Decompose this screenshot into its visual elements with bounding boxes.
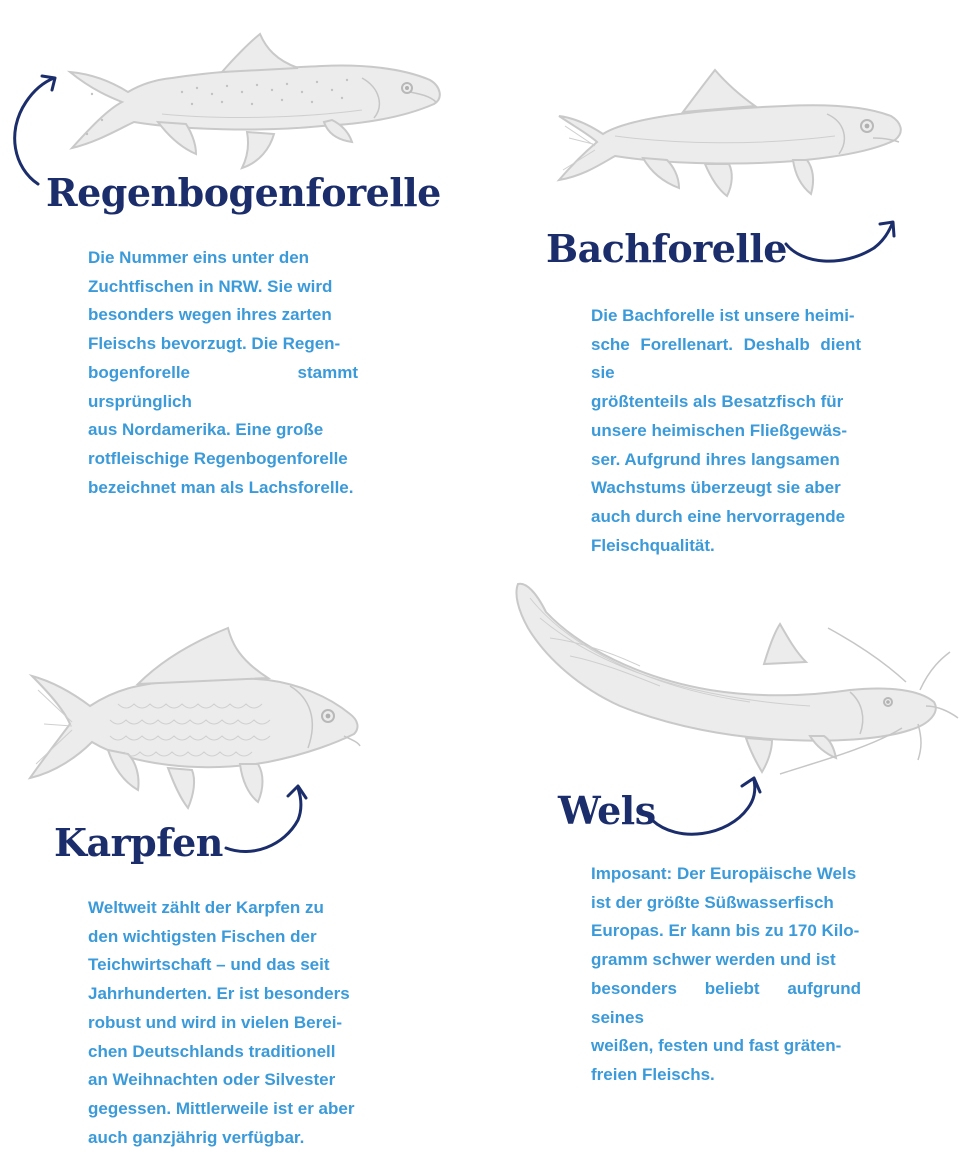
text-line: robust und wird in vielen Berei- [88,1012,343,1032]
text-line: unsere heimischen Fließgewäs- [591,420,848,440]
text-line: chen Deutschlands traditionell [88,1041,336,1061]
regenbogenforelle-heading: Regenbogenforelle [46,170,441,215]
text-line: ist der größte Süßwasserfisch [591,892,834,912]
curved-arrow-icon [222,780,312,860]
wels-description [591,860,861,1090]
text-line: besonders beliebt aufgrund seines [591,978,861,1027]
curved-arrow-icon [782,214,902,274]
text-line: den wichtigsten Fischen der [88,926,317,946]
text-line: Jahrhunderten. Er ist besonders [88,984,350,1004]
text-line: Zuchtfischen in NRW. Sie wird [88,276,333,296]
regenbogenforelle-description [88,244,358,502]
text-line: Fleischqualität. [591,535,715,555]
text-line: Teichwirtschaft – und das seit [88,955,330,975]
text-line: Wachstums überzeugt sie aber [591,478,841,498]
text-line: aus Nordamerika. Eine große [88,420,324,440]
text-line: an Weihnachten oder Silvester [88,1070,336,1090]
text-line: gegessen. Mittlerweile ist er aber [88,1098,355,1118]
text-line: Fleischs bevorzugt. Die Regen- [88,334,341,354]
bachforelle-description [591,302,861,560]
text-line: weißen, festen und fast gräten- [591,1036,842,1056]
text-line: Die Bachforelle ist unsere heimi- [591,306,855,325]
text-line: auch ganzjährig verfügbar. [88,1127,305,1147]
wels-heading: Wels [558,788,656,833]
text-line: auch durch eine hervorragende [591,506,846,526]
rainbow-trout-illustration [62,30,447,170]
text-line: bogenforelle stammt ursprünglich [88,362,358,411]
text-line: Europas. Er kann bis zu 170 Kilo- [591,921,860,941]
text-line: sche Forellenart. Deshalb dient sie [591,334,861,383]
text-line: Weltweit zählt der Karpfen zu [88,898,324,917]
text-line: gramm schwer werden und ist [591,950,836,970]
text-line: bezeichnet man als Lachsforelle. [88,477,354,497]
text-line: besonders wegen ihres zarten [88,305,332,325]
carp-illustration [28,624,368,814]
text-line: rotfleischige Regenbogenforelle [88,448,348,468]
text-line: freien Fleischs. [591,1064,715,1084]
bachforelle-heading: Bachforelle [546,226,787,271]
karpfen-description [88,894,358,1152]
text-line: größtenteils als Besatzfisch für [591,392,844,412]
catfish-illustration [510,578,960,778]
text-line: Imposant: Der Europäische Wels [591,864,857,883]
karpfen-heading: Karpfen [54,820,223,865]
text-line: ser. Aufgrund ihres langsamen [591,449,840,469]
curved-arrow-icon [648,772,768,842]
brown-trout-illustration [555,66,905,201]
text-line: Die Nummer eins unter den [88,248,310,267]
